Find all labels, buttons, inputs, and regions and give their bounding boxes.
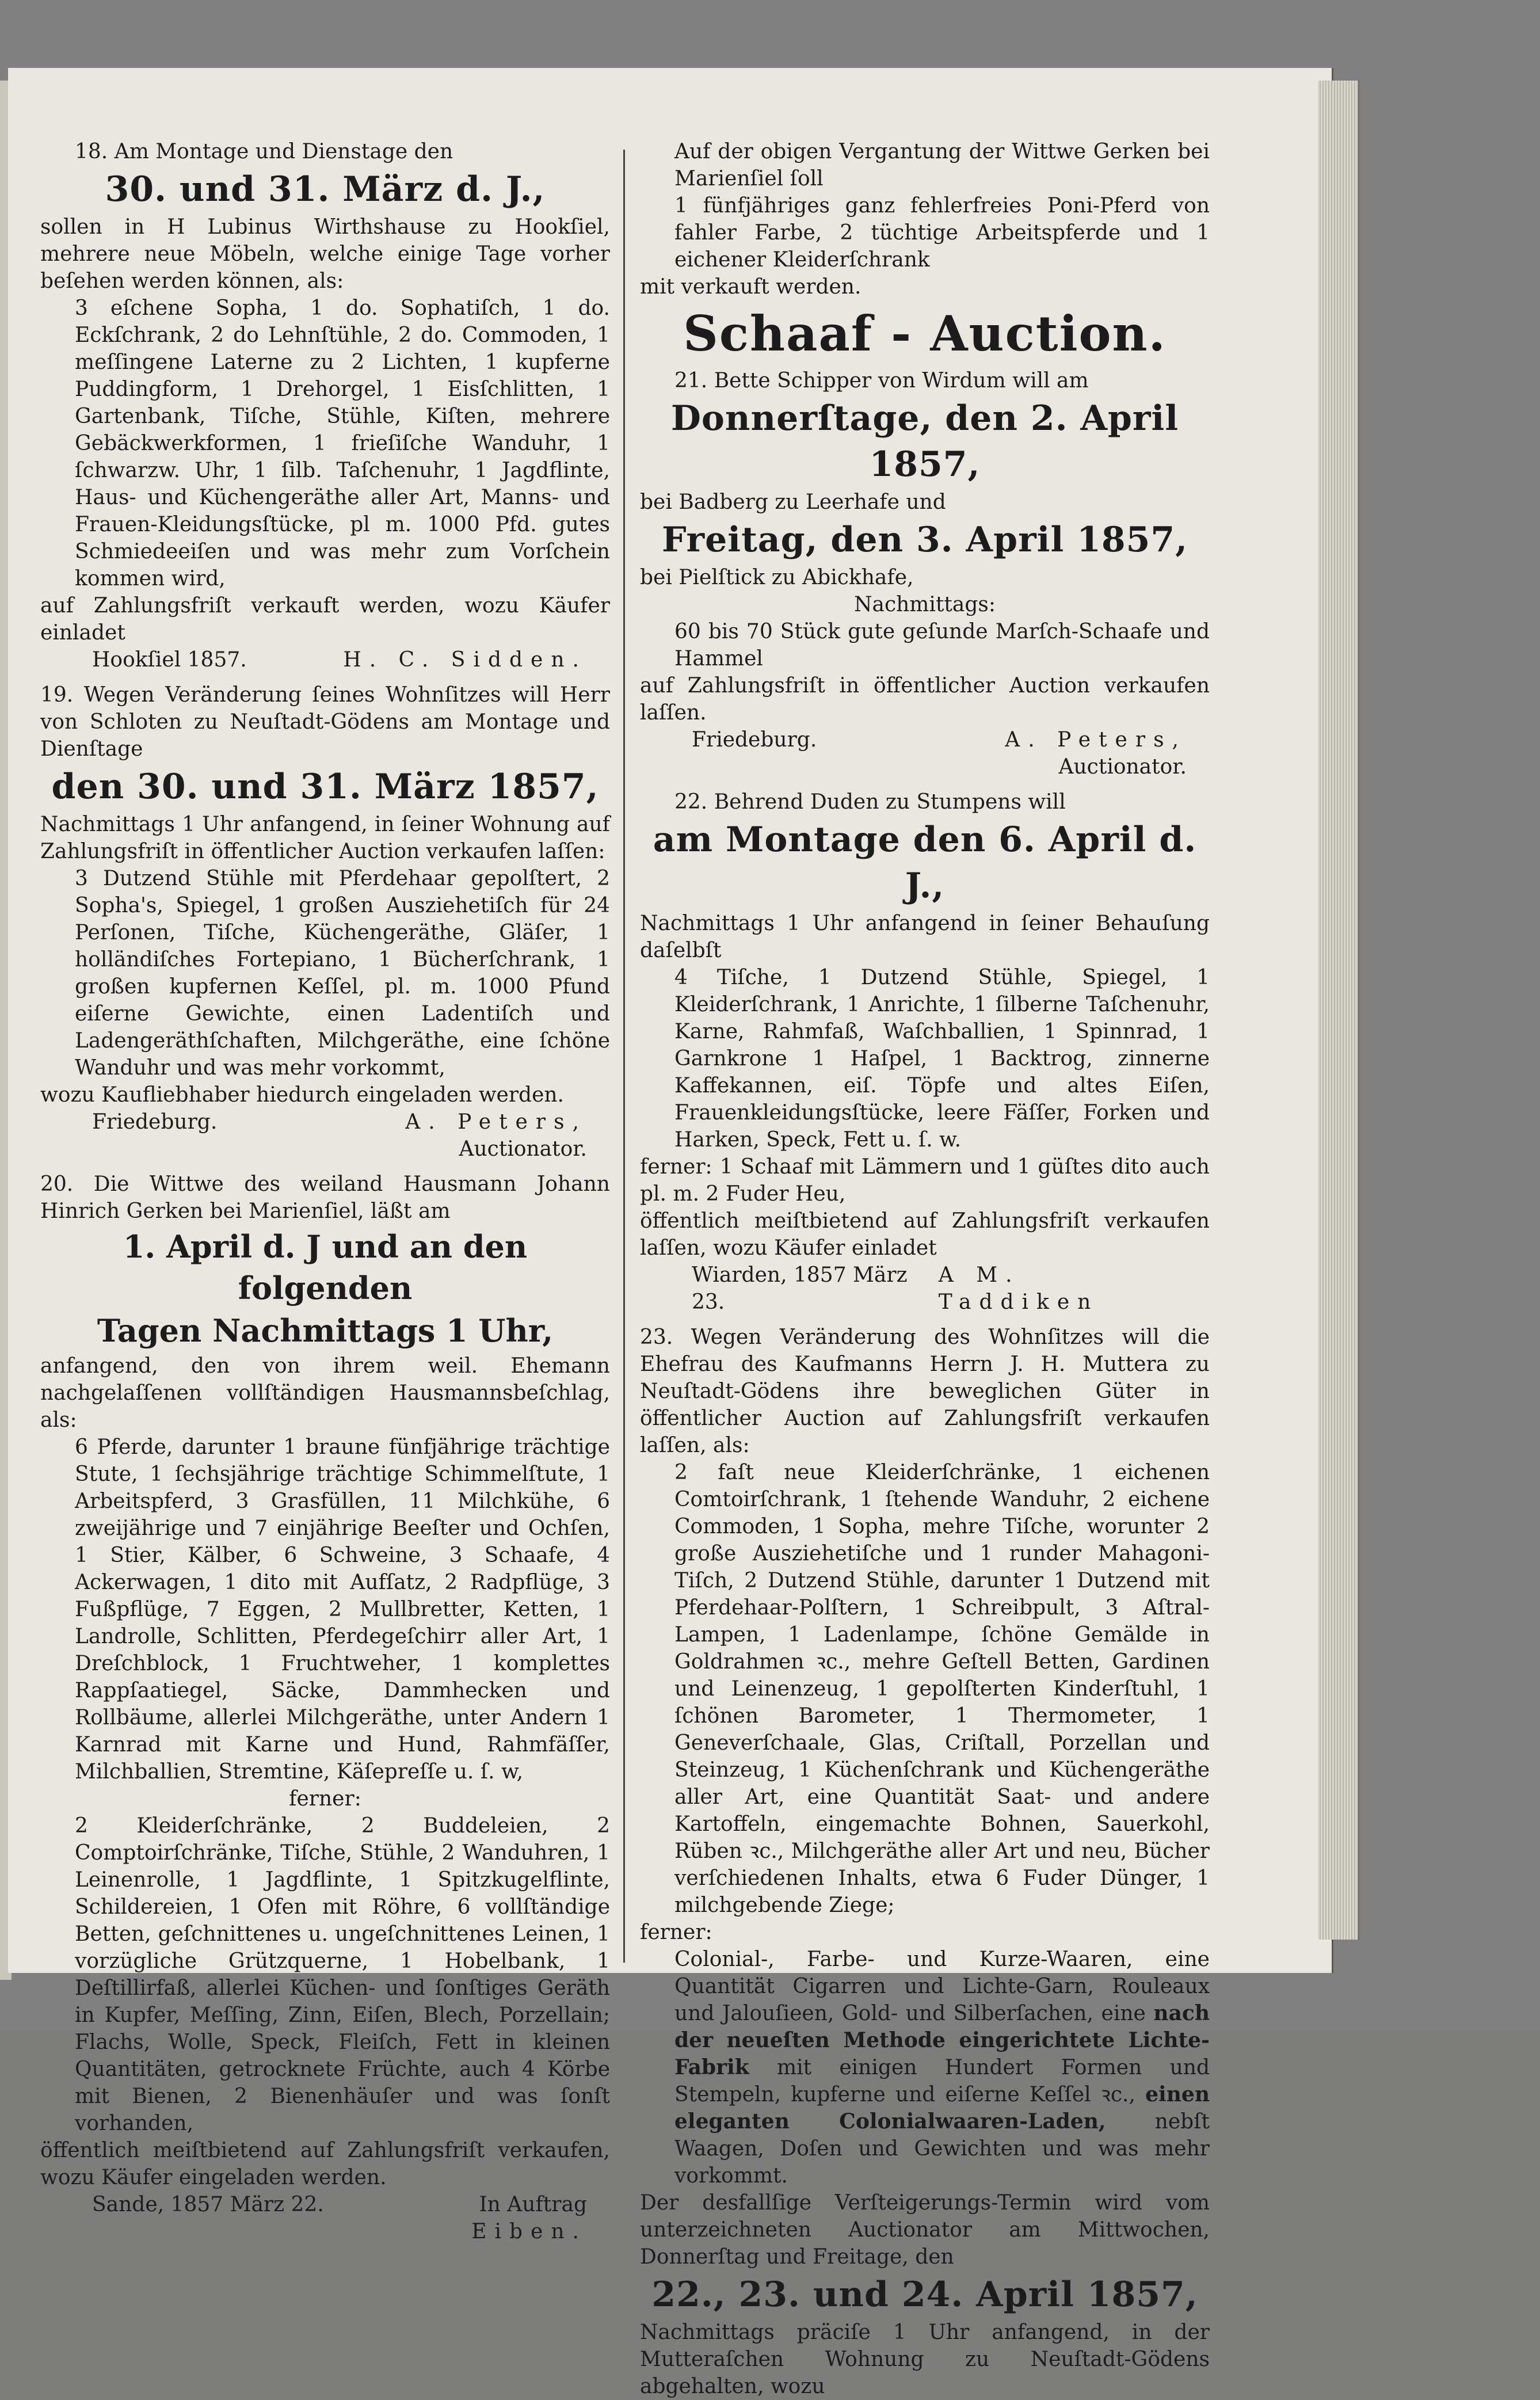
addendum-text: Auf der obigen Vergantung der Wittwe Gerken bei Marienſiel ſoll	[674, 140, 1210, 191]
notice-22-signature	[640, 1262, 1210, 1316]
notice-23-items: 2 faſt neue Kleiderſchränke, 1 eichenen Comtoirſchrank, 1 ſtehende Wanduhr, 2 eichene Commoden, 1 Sopha, mehre Tiſche, worunter 2 große Ausziehetiſche und 1 runder Mahagoni-Tiſch, 2 Dutzend Stühle, darunter 1 Dutzend mit Pferdehaar-Polſtern, 1 Schreibpult, 3 Aſtral-Lampen, 1 Ladenlampe, ſchöne Gemälde in Goldrahmen ꝛc., mehre Geſtell Betten, Gardinen und Leinenzeug, 1 gepolſterten Kinderſtuhl, 1 ſchönen Barometer, 1 Thermometer, 1 Geneverſchaale, Glas, Criſtall, Porzellan und Steinzeug, 1 Küchenſchrank und Küchengeräthe aller Art, eine Quantität Saat- und andere Kartoffeln, eingemachte Bohnen, Sauerkohl, Rüben ꝛc., Milchgeräthe aller Art und neu, Bücher verſchiedenen Inhalts, etwa 6 Fuder Dünger, 1 milchgebende Ziege;	[674, 1461, 1210, 1917]
notice-20-closing: öffentlich meiſtbietend auf Zahlungsfriſt verkaufen, wozu Käufer eingeladen werden.	[40, 2139, 610, 2189]
notice-23-items2e: nebſt Waagen, Doſen und Gewichten und was mehr vorkommt.	[674, 2110, 1210, 2188]
notice-19-items: 3 Dutzend Stühle mit Pferdehaar gepolſtert, 2 Sopha's, Spiegel, 1 großen Ausziehetiſch für 24 Perſonen, Tiſche, Küchengeräthe, Gläſer, 1 holländiſches Fortepiano, 1 Bücherſchrank, 1 großen kupfernen Keſſel, pl. m. 1000 Pfund eiſerne Gewichte, einen Ladentiſch und Ladengeräthſchaften, Milchgeräthe, eine ſchöne Wanduhr und was mehr vorkommt,	[75, 867, 610, 1080]
notice-22-ferner: ferner: 1 Schaaf mit Lämmern und 1 güſtes dito auch pl. m. 2 Fuder Heu,	[640, 1155, 1210, 1206]
right-column	[640, 138, 1210, 2400]
notice-22	[640, 788, 1210, 1316]
notice-20-intro: 20. Die Wittwe des weiland Hausmann Johann Hinrich Gerken bei Marienſiel, läßt am	[40, 1172, 610, 1223]
notice-19-dates: den 30. und 31. März 1857,	[51, 767, 599, 807]
notice-22-place: Wiarden, 1857 März 23.	[692, 1263, 908, 1314]
notice-21	[640, 304, 1210, 780]
notice-23-colonialwaaren-laden: einen eleganten Colonialwaaren-Laden,	[674, 2082, 1210, 2134]
notice-22-text: Nachmittags 1 Uhr anfangend in ſeiner Behauſung daſelbſt	[640, 912, 1210, 962]
notice-19-role: Auctionator.	[459, 1137, 587, 1161]
notice-19	[40, 681, 610, 1163]
notice-21-signature	[640, 726, 1210, 753]
notice-20-dates-line1: 1. April d. J und an den folgenden	[123, 1228, 528, 1306]
notice-21-closing: auf Zahlungsfriſt in öffentlicher Auction verkaufen laſſen.	[640, 674, 1210, 725]
notice-20-place: Sande, 1857 März 22.	[92, 2193, 324, 2216]
notice-18-signature	[40, 646, 610, 673]
notice-23-dates: 22., 23. und 24. April 1857,	[651, 2275, 1198, 2315]
notice-20-text: anfangend, den von ihrem weil. Ehemann nachgelaſſenen vollſtändigen Hausmannsbeſchlag, als:	[40, 1354, 610, 1432]
addendum-closing: mit verkauft werden.	[640, 275, 862, 299]
notice-21-loc1: bei Badberg zu Leerhafe und	[640, 490, 946, 514]
notice-22-signer: A M. Taddiken	[938, 1263, 1099, 1314]
notice-23-items2	[640, 1946, 1210, 2189]
column-divider	[623, 150, 625, 1963]
notice-21-role: Auctionator.	[1058, 755, 1187, 779]
notice-19-closing: wozu Kaufliebhaber hiedurch eingeladen werden.	[40, 1083, 565, 1107]
notice-23-items2c: mit einigen Hundert Formen und Stempeln, kupferne und eiſerne Keſſel ꝛc.,	[674, 2056, 1210, 2106]
notice-22-items: 4 Tiſche, 1 Dutzend Stühle, Spiegel, 1 Kleiderſchrank, 1 Anrichte, 1 ſilberne Taſchenuhr, Karne, Rahmfaß, Waſchballien, 1 Spinnrad, 1 Garnkrone 1 Haſpel, 1 Backtrog, zinnerne Kaffekannen, eiſ. Töpfe und altes Eiſen, Frauenkleidungsſtücke, leere Fäſſer, Forken und Harken, Speck, Fett u. ſ. w.	[674, 966, 1210, 1152]
notice-22-intro: 22. Behrend Duden zu Stumpens will	[674, 790, 1066, 814]
notice-19-intro: 19. Wegen Veränderung ſeines Wohnſitzes will Herr von Schloten zu Neuſtadt-Gödens am Montage und Dienſtage	[40, 683, 610, 761]
notice-23-text: Der desfallſige Verſteigerungs-Termin wird vom unterzeichneten Auctionator am Mittwochen, Donnerſtag und Freitage, den	[640, 2191, 1210, 2269]
notice-18-lead: 18. Am Montage und Dienstage den	[75, 140, 453, 163]
notice-19-signature	[40, 1108, 610, 1136]
addendum-items: 1 fünfjähriges ganz fehlerfreies Poni-Pferd von fahler Farbe, 2 tüchtige Arbeitspferde und 1 eichener Kleiderſchrank	[674, 194, 1210, 272]
notice-23-lichte-fabrik: nach der neueſten Methode eingerichtete Lichte-Fabrik	[674, 2001, 1210, 2079]
notice-18-dates: 30. und 31. März d. J.,	[105, 169, 546, 209]
notice-19-place: Friedeburg.	[92, 1110, 218, 1134]
notice-18-intro: sollen in H Lubinus Wirthshause zu Hookſiel, mehrere neue Möbeln, welche einige Tage vorher beſehen werden können, als:	[40, 215, 610, 293]
notice-22-closing: öffentlich meiſtbietend auf Zahlungsfriſt verkaufen laſſen, wozu Käufer einladet	[640, 1209, 1210, 1260]
notice-20-signature	[40, 2191, 610, 2218]
notice-18-signer: H. C. Sidden.	[343, 648, 587, 672]
notice-20-addendum	[640, 138, 1210, 300]
notice-20-items: 6 Pferde, darunter 1 braune fünfjährige trächtige Stute, 1 ſechsjährige trächtige Schimmelſtute, 1 Arbeitspferd, 3 Grasfüllen, 11 Milchkühe, 6 zweijährige und 7 einjährige Beeſter und Ochſen, 1 Stier, Kälber, 6 Schweine, 3 Schaafe, 4 Ackerwagen, 1 dito mit Aufſatz, 2 Radpflüge, 3 Fußpflüge, 7 Eggen, 2 Mullbretter, Ketten, 1 Landrolle, Schlitten, Pferdegeſchirr aller Art, 1 Dreſchblock, 1 Fruchtweher, 1 komplettes Rappſaatiegel, Säcke, Dammhecken und Rollbäume, allerlei Milchgeräthe, unter Andern 1 Karnrad mit Karne und Hund, Rahmfäſſer, Milchballien, Stremtine, Käſepreſſe u. ſ. w,	[75, 1435, 610, 1784]
notice-22-date: am Montage den 6. April d. J.,	[653, 820, 1197, 906]
notice-21-time: Nachmittags:	[853, 593, 996, 616]
notice-21-place: Friedeburg.	[692, 728, 817, 752]
notice-23-items2a: Colonial-, Farbe- und Kurze-Waaren, eine Quantität Cigarren und Lichte-Garn, Rouleaux und Jalouſieen, Gold- und Silberſachen, eine	[674, 1948, 1210, 2025]
notice-21-title: Schaaf - Auction.	[683, 305, 1167, 362]
notice-20-auftrag: In Auftrag	[479, 2193, 587, 2216]
notice-20-ferner: ferner:	[289, 1787, 361, 1811]
notice-23-ferner: ferner:	[640, 1921, 712, 1944]
notice-20-dates-line2: Tagen Nachmittags 1 Uhr,	[97, 1312, 554, 1349]
notice-21-date2: Freitag, den 3. April 1857,	[661, 520, 1188, 560]
left-column	[40, 138, 610, 2245]
notice-18	[40, 138, 610, 673]
notice-21-signer: A. Peters,	[1005, 728, 1187, 752]
notice-19-signer: A. Peters,	[405, 1110, 587, 1134]
notice-21-loc2: bei Pielſtick zu Abickhafe,	[640, 566, 914, 589]
notice-21-intro: 21. Bette Schipper von Wirdum will am	[674, 369, 1089, 393]
book-page-edges	[1318, 81, 1359, 1940]
notice-18-place: Hookſiel 1857.	[92, 648, 247, 672]
notice-21-items: 60 bis 70 Stück gute geſunde Marſch-Schaafe und Hammel	[674, 620, 1210, 671]
notice-19-text: Nachmittags 1 Uhr anfangend, in ſeiner Wohnung auf Zahlungsfriſt in öffentlicher Auction verkaufen laſſen:	[40, 813, 610, 863]
notice-21-date1: Donnerſtage, den 2. April 1857,	[670, 398, 1179, 485]
notice-20-items2: 2 Kleiderſchränke, 2 Buddeleien, 2 Comptoirſchränke, Tiſche, Stühle, 2 Wanduhren, 1 Leinenrolle, 1 Jagdflinte, 1 Spitzkugelflinte, Schildereien, 1 Ofen mit Röhre, 6 vollſtändige Betten, geſchnittenes u. ungeſchnittenes Leinen, 1 vorzügliche Grützquerne, 1 Hobelbank, 1 Deſtillirfaß, allerlei Küchen- und ſonſtiges Geräth in Kupfer, Meſſing, Zinn, Eiſen, Blech, Porzellain; Flachs, Wolle, Speck, Fleiſch, Fett in kleinen Quantitäten, getrocknete Früchte, auch 4 Körbe mit Bienen, 2 Bienenhäuſer und was ſonſt vorhanden,	[75, 1814, 610, 2135]
notice-18-items: 3 eſchene Sopha, 1 do. Sophatiſch, 1 do. Eckſchrank, 2 do Lehnſtühle, 2 do. Commoden, 1 meſſingene Laterne zu 2 Lichten, 1 kupferne Puddingform, 1 Drehorgel, 1 Eisſchlitten, 1 Gartenbank, Tiſche, Stühle, Kiſten, mehrere Gebäckwerkformen, 1 frieſiſche Wanduhr, 1 ſchwarzw. Uhr, 1 ſilb. Taſchenuhr, 1 Jagdflinte, Haus- und Küchengeräthe aller Art, Manns- und Frauen-Kleidungsſtücke, pl m. 1000 Pfd. gutes Schmiedeeiſen und was mehr zum Vorſchein kommen wird,	[75, 296, 610, 591]
notice-18-closing: auf Zahlungsfriſt verkauft werden, wozu Käufer einladet	[40, 594, 610, 645]
notice-23	[640, 1324, 1210, 2400]
notice-23-closing: Nachmittags präciſe 1 Uhr anfangend, in der Mutteraſchen Wohnung zu Neuſtadt-Gödens abgehalten, wozu	[640, 2321, 1210, 2398]
notice-20	[40, 1171, 610, 2245]
notice-23-intro: 23. Wegen Veränderung des Wohnſitzes will die Ehefrau des Kaufmanns Herrn J. H. Muttera zu Neuſtadt-Gödens ihre beweglichen Güter in öffentlicher Auction auf Zahlungsfriſt verkaufen laſſen, als:	[640, 1325, 1210, 1457]
notice-20-signer: Eiben.	[471, 2220, 587, 2243]
